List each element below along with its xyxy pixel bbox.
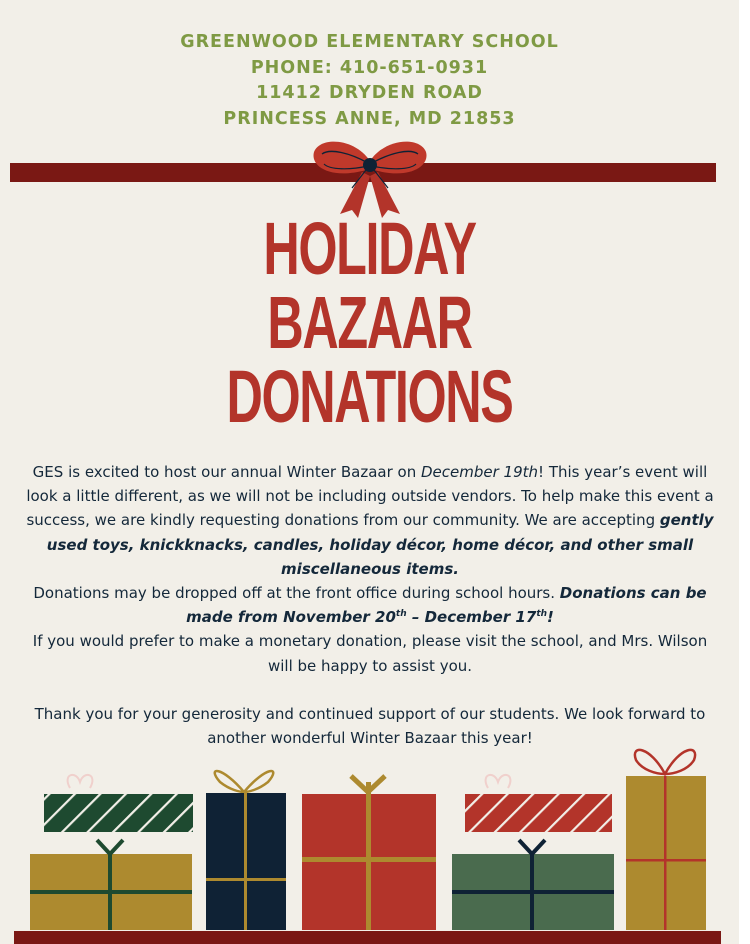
title-line-holiday: HOLIDAY [263, 207, 476, 290]
bottom-ribbon-band [14, 931, 721, 944]
school-street: 11412 DRYDEN ROAD [256, 83, 483, 103]
school-city: PRINCESS ANNE, MD 21853 [223, 108, 516, 129]
school-name: GREENWOOD ELEMENTARY SCHOOL [180, 32, 559, 52]
intro-text-cont: ! This year’s event will look a little different, as we will not be including outside vendors. To help make this event a success, we are kindly requesting donations from our community. We are accepting [26, 463, 714, 530]
intro-paragraph [24, 460, 716, 581]
school-header [0, 30, 739, 132]
gift-box-icon [0, 740, 739, 944]
ordinal-suffix: th [536, 609, 548, 620]
bow-icon [300, 128, 440, 218]
thanks-paragraph: Thank you for your generosity and continued support of our students. We look forward to another wonderful Winter Bazaar this year! [34, 704, 706, 748]
intro-text: GES is excited to host our annual Winter Bazaar on [32, 463, 421, 481]
flyer-body [24, 460, 716, 750]
spacer [24, 678, 716, 702]
ordinal-suffix: th [395, 609, 407, 620]
exclamation: ! [547, 608, 554, 627]
dropoff-text: Donations may be dropped off at the front office during school hours. [33, 584, 560, 603]
accepted-items: gently used toys, knickknacks, candles, holiday décor, home décor, and other small miscellaneous items. [46, 511, 714, 578]
donation-start: Donations can be made from November 20 [186, 584, 707, 627]
monetary-paragraph: If you would prefer to make a monetary donation, please visit the school, and Mrs. Wilson will be happy to assist you. [32, 632, 708, 675]
title-line-bazaar: BAZAAR [267, 281, 472, 364]
donation-end: – December 17 [406, 608, 537, 627]
dropoff-paragraph [24, 581, 716, 629]
event-date: December 19th [421, 463, 539, 481]
flyer-title [0, 207, 739, 438]
title-line-donations: DONATIONS [226, 355, 513, 438]
school-phone: PHONE: 410-651-0931 [250, 57, 489, 78]
